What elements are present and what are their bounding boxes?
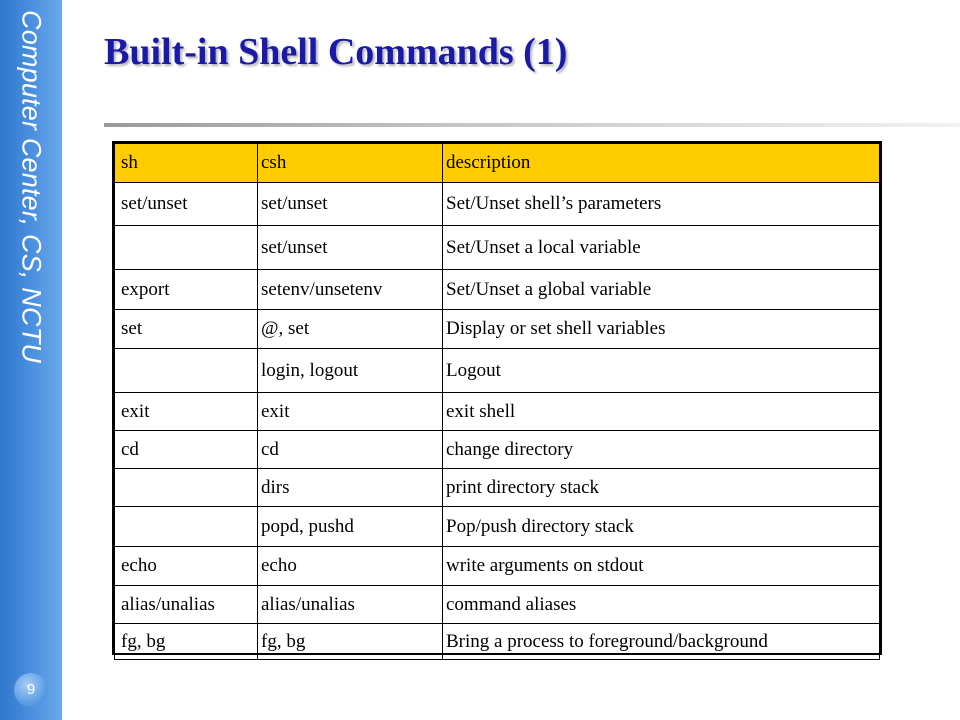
description-cell: Set/Unset a local variable (443, 226, 880, 270)
csh-cell: set/unset (258, 226, 443, 270)
table-row (115, 349, 880, 393)
sh-cell (115, 469, 258, 507)
csh-cell: echo (258, 547, 443, 586)
title-divider (104, 123, 960, 127)
sh-cell (115, 226, 258, 270)
description-cell: Bring a process to foreground/background (443, 624, 880, 660)
description-cell: command aliases (443, 586, 880, 624)
sh-cell: set/unset (115, 183, 258, 226)
table-row (115, 226, 880, 270)
description-cell: exit shell (443, 393, 880, 431)
description-cell: Display or set shell variables (443, 310, 880, 349)
sh-cell: fg, bg (115, 624, 258, 660)
table-row (115, 393, 880, 431)
csh-cell: setenv/unsetenv (258, 270, 443, 310)
description-cell: change directory (443, 431, 880, 469)
csh-cell: set/unset (258, 183, 443, 226)
table-row (115, 183, 880, 226)
sh-cell: cd (115, 431, 258, 469)
sh-cell: export (115, 270, 258, 310)
table-row (115, 507, 880, 547)
table-row (115, 586, 880, 624)
table-row (115, 469, 880, 507)
page-number-badge: 9 (14, 673, 48, 707)
table-row (115, 624, 880, 660)
csh-cell: login, logout (258, 349, 443, 393)
table-header-row (115, 144, 880, 183)
sidebar-org-label: Computer Center, CS, NCTU (16, 10, 47, 364)
csh-cell: exit (258, 393, 443, 431)
description-cell: print directory stack (443, 469, 880, 507)
header-cell-csh: csh (258, 144, 443, 183)
description-cell: Logout (443, 349, 880, 393)
table-row (115, 547, 880, 586)
sh-cell: echo (115, 547, 258, 586)
description-cell: Set/Unset a global variable (443, 270, 880, 310)
description-cell: write arguments on stdout (443, 547, 880, 586)
sh-cell: exit (115, 393, 258, 431)
csh-cell: fg, bg (258, 624, 443, 660)
csh-cell: alias/unalias (258, 586, 443, 624)
commands-table (114, 143, 880, 660)
description-cell: Pop/push directory stack (443, 507, 880, 547)
table-row (115, 310, 880, 349)
sh-cell (115, 507, 258, 547)
sh-cell (115, 349, 258, 393)
sidebar-band (0, 0, 62, 720)
csh-cell: @, set (258, 310, 443, 349)
sh-cell: alias/unalias (115, 586, 258, 624)
table-row (115, 431, 880, 469)
csh-cell: cd (258, 431, 443, 469)
header-cell-sh: sh (115, 144, 258, 183)
description-cell: Set/Unset shell’s parameters (443, 183, 880, 226)
slide-title: Built-in Shell Commands (1) (104, 31, 568, 73)
csh-cell: popd, pushd (258, 507, 443, 547)
commands-table-container (112, 141, 882, 655)
table-row (115, 270, 880, 310)
csh-cell: dirs (258, 469, 443, 507)
sh-cell: set (115, 310, 258, 349)
header-cell-description: description (443, 144, 880, 183)
